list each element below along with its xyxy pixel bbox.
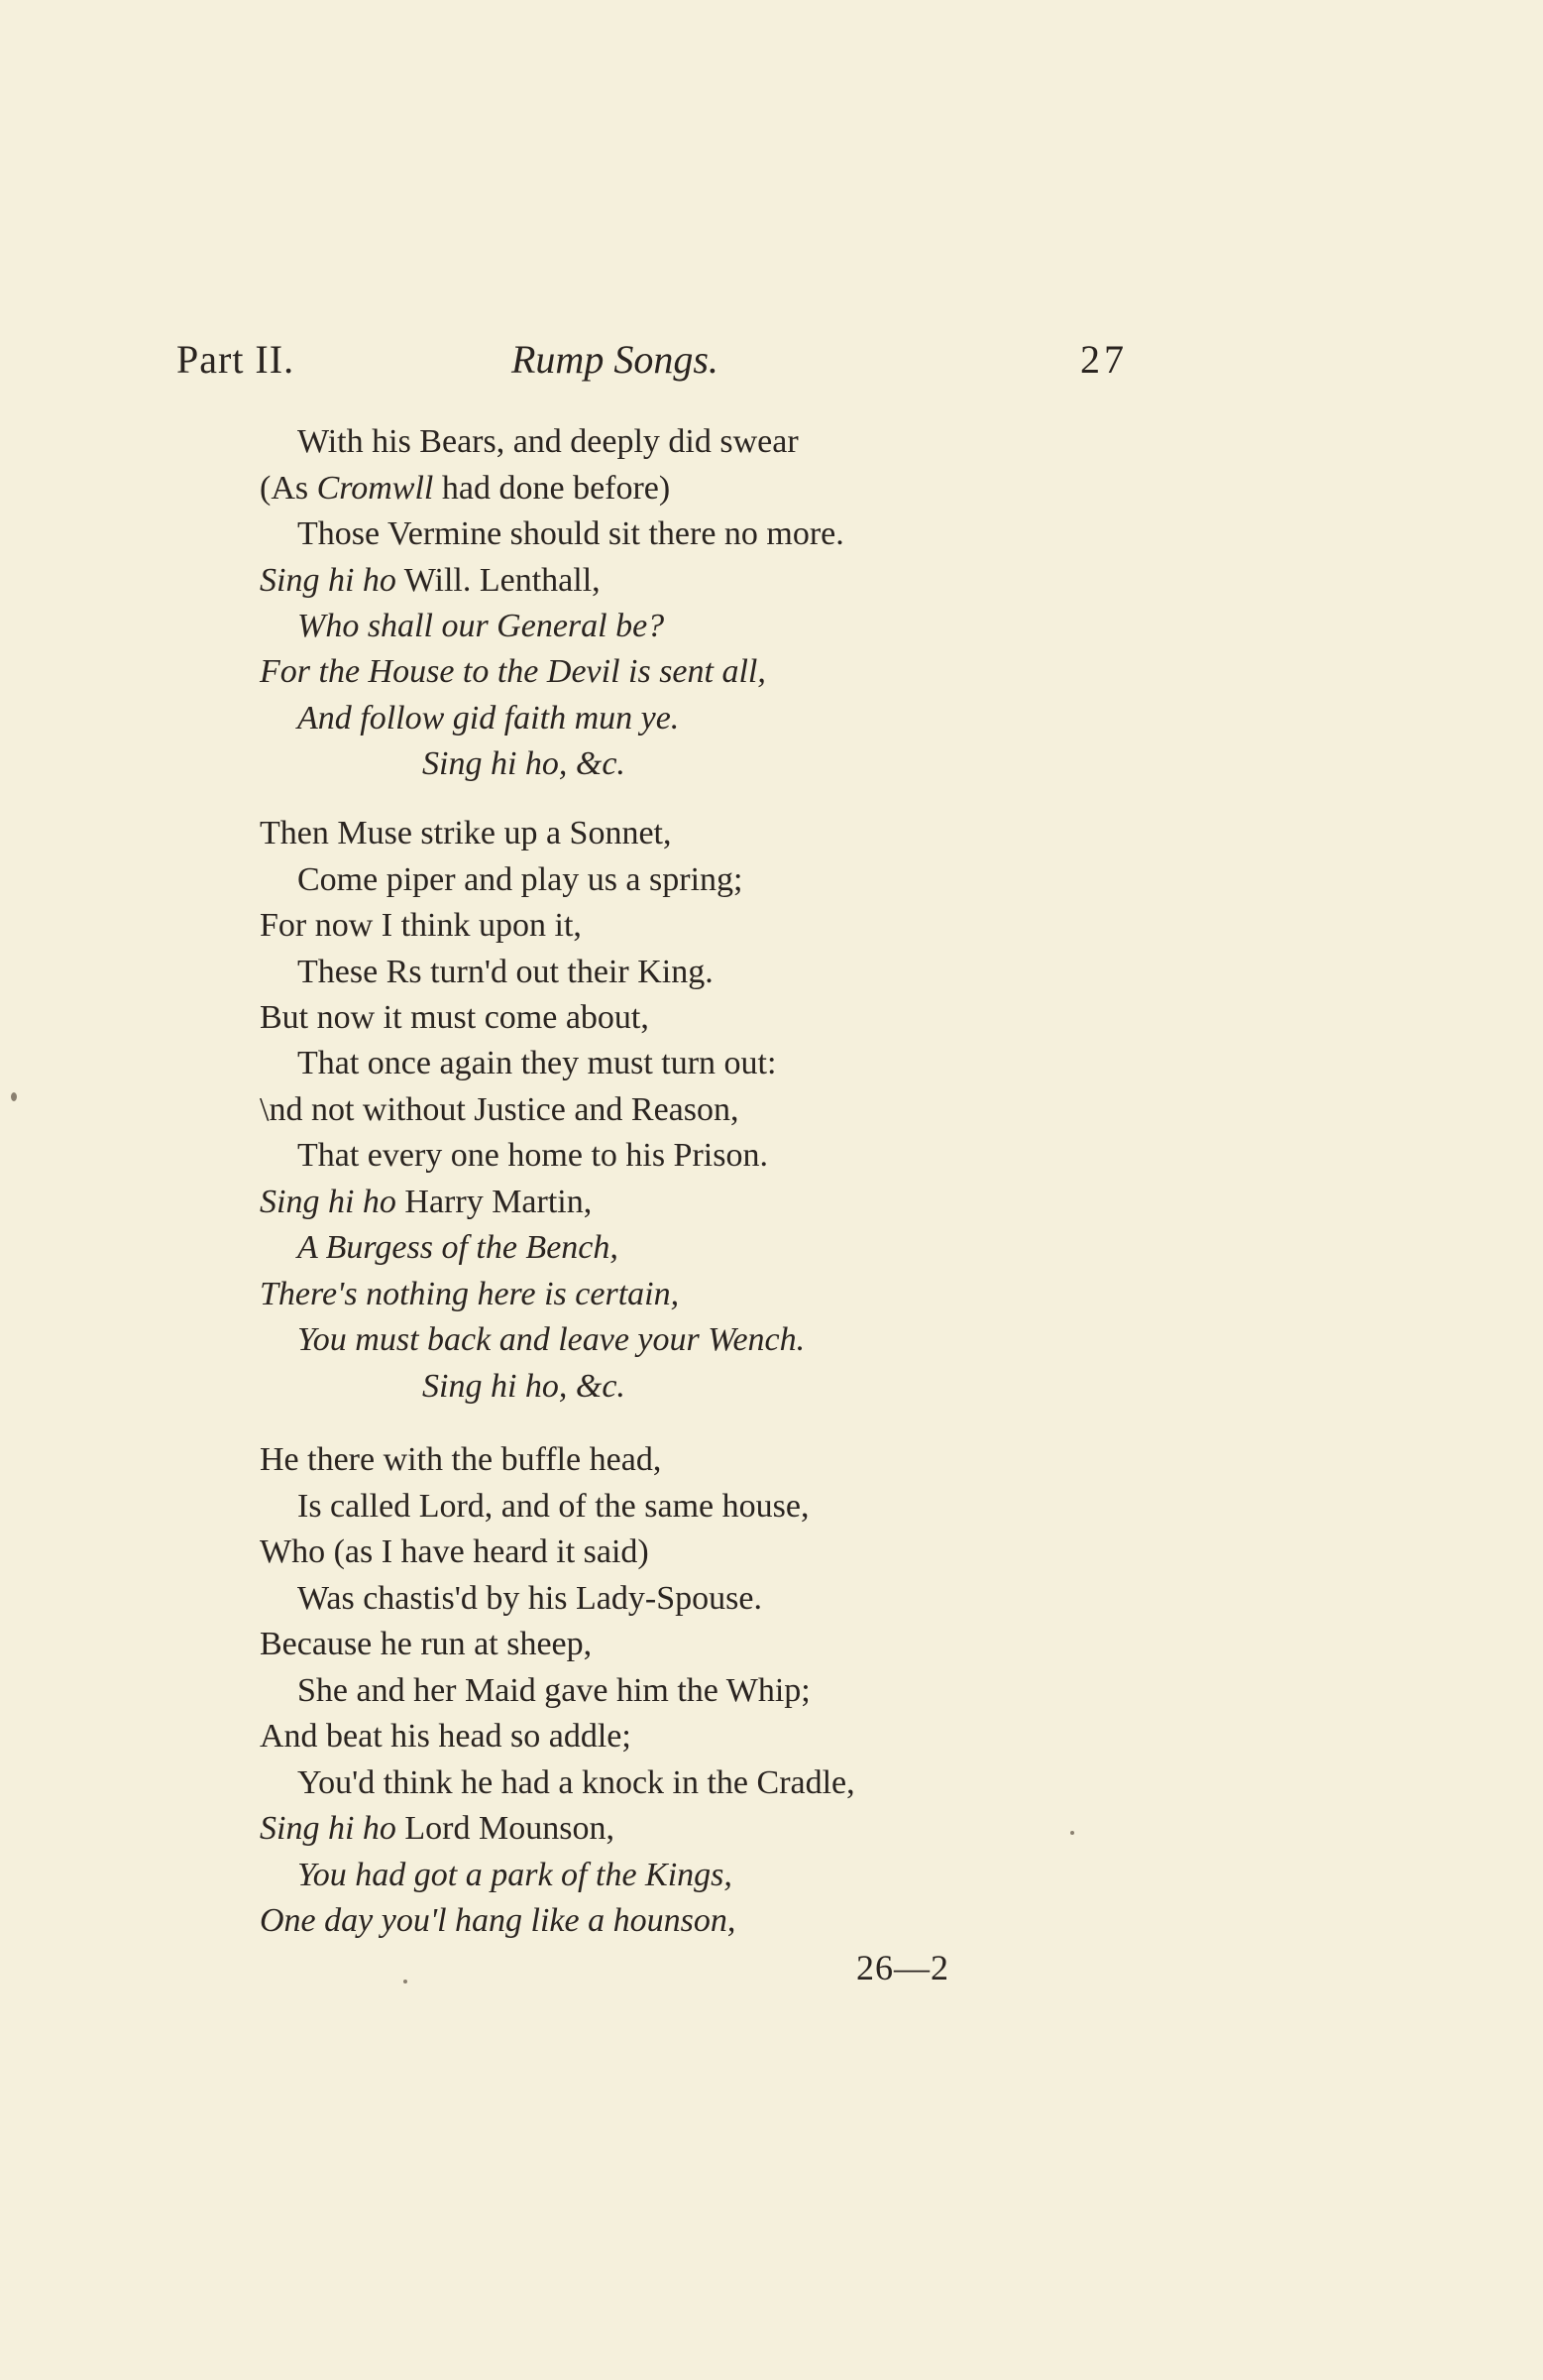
running-head-part: Part II. [176, 337, 295, 382]
paper-speck [1070, 1831, 1074, 1835]
verse-line: And follow gid faith mun ye. [297, 700, 680, 737]
verse-line: Sing hi ho Harry Martin, [260, 1184, 593, 1220]
verse-line: There's nothing here is certain, [260, 1276, 680, 1312]
verse-line: Those Vermine should sit there no more. [297, 515, 844, 552]
verse-line: Because he run at sheep, [260, 1626, 593, 1662]
verse-line: Come piper and play us a spring; [297, 861, 743, 898]
paper-speck [403, 1980, 407, 1983]
verse-line: Then Muse strike up a Sonnet, [260, 815, 672, 851]
verse-line: For the House to the Devil is sent all, [260, 653, 766, 690]
verse-line: Is called Lord, and of the same house, [297, 1488, 810, 1525]
verse-line: (As Cromwll had done before) [260, 470, 671, 507]
page-number: 27 [1080, 337, 1128, 382]
verse-line: \nd not without Justice and Reason, [260, 1091, 739, 1128]
verse-line: A Burgess of the Bench, [297, 1229, 618, 1266]
verse-line: For now I think upon it, [260, 907, 582, 944]
verse-line: He there with the buffle head, [260, 1441, 662, 1478]
verse-line: These Rs turn'd out their King. [297, 954, 714, 990]
running-head-title: Rump Songs. [511, 337, 718, 382]
verse-line: Sing hi ho Will. Lenthall, [260, 562, 601, 599]
verse-line: But now it must come about, [260, 999, 649, 1036]
verse-line: You had got a park of the Kings, [297, 1857, 732, 1893]
verse-line: Who shall our General be? [297, 608, 665, 644]
verse-line: That once again they must turn out: [297, 1045, 777, 1081]
verse-line: You must back and leave your Wench. [297, 1321, 806, 1358]
verse-line: One day you'l hang like a hounson, [260, 1902, 736, 1939]
verse-line: With his Bears, and deeply did swear [297, 423, 799, 460]
refrain: Sing hi ho, &c. [422, 745, 625, 782]
verse-line: That every one home to his Prison. [297, 1137, 768, 1174]
verse-line: Who (as I have heard it said) [260, 1533, 649, 1570]
verse-line: You'd think he had a knock in the Cradle, [297, 1764, 855, 1801]
refrain: Sing hi ho, &c. [422, 1368, 625, 1405]
verse-line: And beat his head so addle; [260, 1718, 631, 1755]
verse-line: Sing hi ho Lord Mounson, [260, 1810, 614, 1847]
paper-speck [11, 1092, 17, 1101]
signature-mark: 26—2 [856, 1948, 949, 1987]
verse-line: She and her Maid gave him the Whip; [297, 1672, 811, 1709]
verse-line: Was chastis'd by his Lady-Spouse. [297, 1580, 762, 1617]
